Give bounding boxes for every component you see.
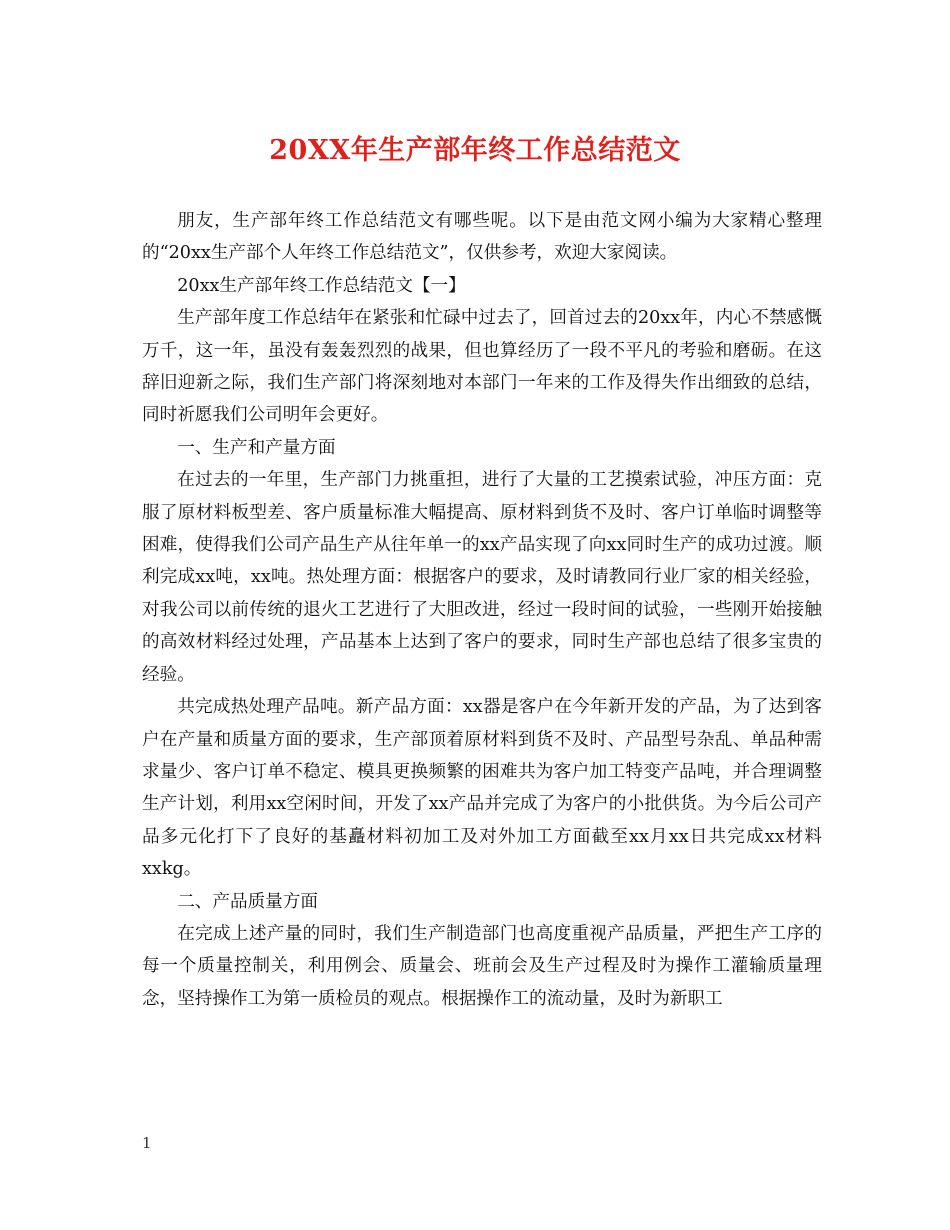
paragraph-intro: 朋友，生产部年终工作总结范文有哪些呢。以下是由范文网小编为大家精心整理的“20xx生产部个人年终工作总结范文”，仅供参考，欢迎大家阅读。 <box>142 211 822 264</box>
paragraph-overview: 生产部年度工作总结年在紧张和忙碌中过去了，回首过去的20xx年，内心不禁感慨万千，这一年，虽没有轰轰烈烈的战果，但也算经历了一段不平凡的考验和磨砺。在这辞旧迎新之际，我们生产部门将深刻地对本部门一年来的工作及得失作出细致的总结，同时祈愿我们公司明年会更好。 <box>142 308 822 426</box>
paragraph-production: 在过去的一年里，生产部门力挑重担，进行了大量的工艺摸索试验，冲压方面：克服了原材料板型差、客户质量标准大幅提高、原材料到货不及时、客户订单临时调整等困难，使得我们公司产品生产从往年单一的xx产品实现了向xx同时生产的成功过渡。顺利完成xx吨，xx吨。热处理方面：根据客户的要求，及时请教同行业厂家的相关经验，对我公司以前传统的退火工艺进行了大胆改进，经过一段时间的试验，一些刚开始接触的高效材料经过处理，产品基本上达到了客户的要求，同时生产部也总结了很多宝贵的经验。 <box>142 470 822 685</box>
document-title: 20XX年生产部年终工作总结范文 <box>269 135 681 166</box>
page-number: 1 <box>142 1134 152 1152</box>
section-heading-quality: 二、产品质量方面 <box>177 891 318 912</box>
paragraph-quality: 在完成上述产量的同时，我们生产制造部门也高度重视产品质量，严把生产工序的每一个质量控制关，利用例会、质量会、班前会及生产过程及时为操作工灌输质量理念，坚持操作工为第一质检员的观点。根据操作工的流动量，及时为新职工 <box>142 923 822 1009</box>
section-heading-production: 一、生产和产量方面 <box>177 437 336 458</box>
paragraph-heading-part-one: 20xx生产部年终工作总结范文【一】 <box>177 275 466 296</box>
paragraph-new-products: 共完成热处理产品吨。新产品方面：xx器是客户在今年新开发的产品，为了达到客户在产量和质量方面的要求，生产部顶着原材料到货不及时、产品型号杂乱、单品种需求量少、客户订单不稳定、模具更换频繁的困难共为客户加工特变产品吨，并合理调整生产计划，利用xx空闲时间，开发了xx产品并完成了为客户的小批供货。为今后公司产品多元化打下了良好的基矗材料初加工及对外加工方面截至xx月xx日共完成xx材料xxkg。 <box>142 697 822 880</box>
document-body <box>142 205 822 1015</box>
